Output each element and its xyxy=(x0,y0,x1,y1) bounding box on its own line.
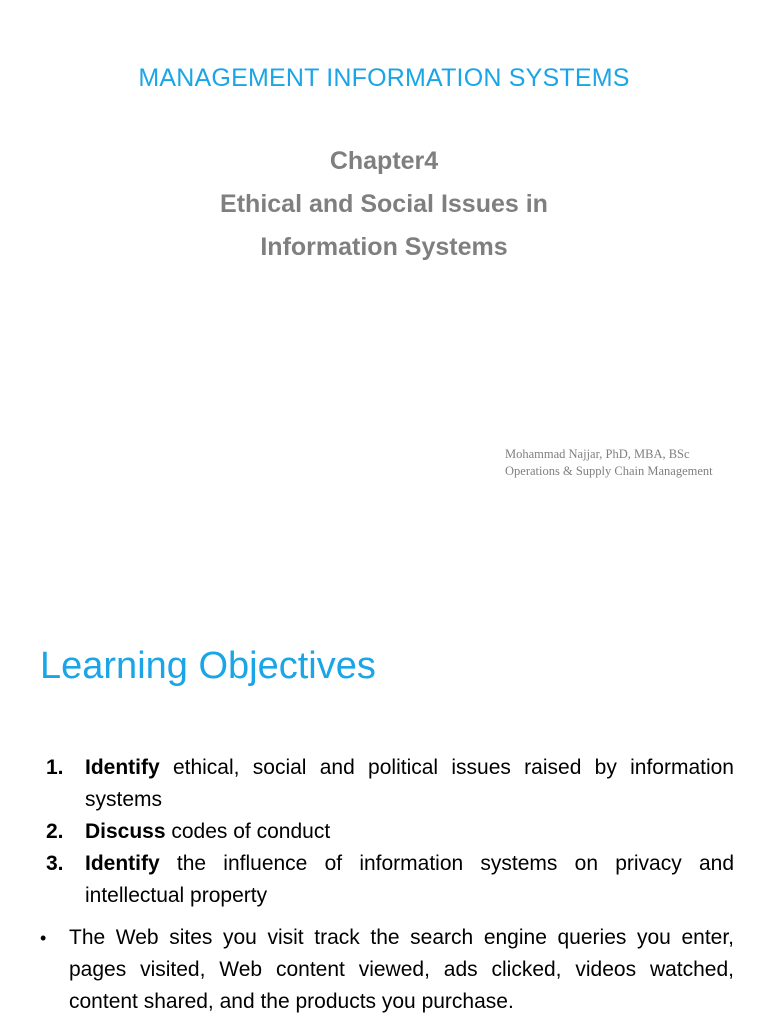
objective-item xyxy=(40,848,734,912)
objective-text xyxy=(85,816,734,848)
objective-verb: Discuss xyxy=(85,820,166,843)
objective-verb: Identify xyxy=(85,852,160,875)
objective-text xyxy=(85,848,734,912)
objectives-slide xyxy=(0,600,768,1024)
chapter-number: Chapter4 xyxy=(329,147,439,175)
objective-text xyxy=(85,752,734,816)
objective-number: 1. xyxy=(46,756,64,779)
objective-description: the influence of information systems on privacy and intellectual property xyxy=(85,852,734,907)
objective-item xyxy=(40,752,734,816)
objectives-list xyxy=(40,752,734,912)
learning-objectives-heading: Learning Objectives xyxy=(40,645,376,687)
course-title: MANAGEMENT INFORMATION SYSTEMS xyxy=(138,64,630,92)
author-name: Mohammad Najjar, PhD, MBA, BSc xyxy=(505,447,690,461)
author-department: Operations & Supply Chain Management xyxy=(505,464,713,478)
objective-description: ethical, social and political issues raised by information systems xyxy=(85,756,734,811)
objective-number: 2. xyxy=(46,820,64,843)
bullet-icon: • xyxy=(40,928,47,948)
objective-verb: Identify xyxy=(85,756,160,779)
chapter-title-line-2: Information Systems xyxy=(260,233,508,261)
chapter-heading xyxy=(0,140,768,269)
bullet-text: The Web sites you visit track the search engine queries you enter, pages visited, Web content viewed, ads clicked, videos watched, content shared, and the products you purchase. xyxy=(69,926,734,1013)
objective-item xyxy=(40,816,734,848)
objective-number: 3. xyxy=(46,852,64,875)
tracking-bullet xyxy=(40,922,734,1018)
author-info xyxy=(505,446,765,480)
chapter-title-line-1: Ethical and Social Issues in xyxy=(220,190,548,218)
objective-description: codes of conduct xyxy=(165,820,331,843)
